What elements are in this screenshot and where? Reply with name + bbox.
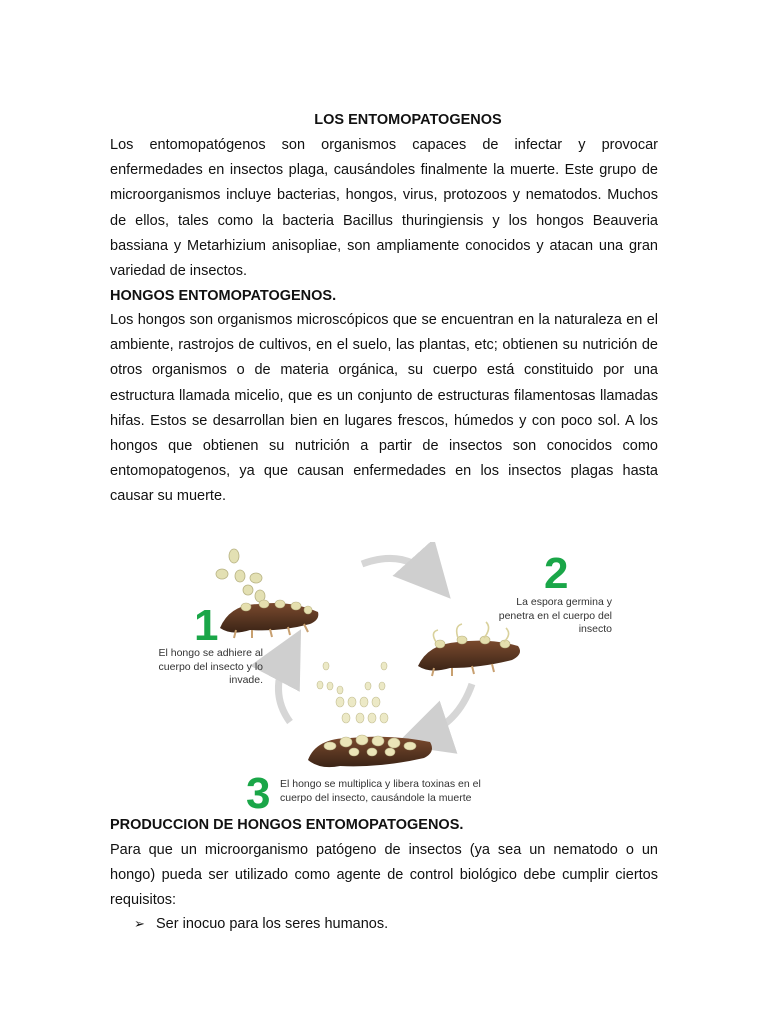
- infection-cycle-figure: [140, 542, 630, 818]
- caterpillar-step3: [308, 735, 432, 767]
- cycle-arrow-top: [362, 558, 432, 578]
- caterpillar-step1: [220, 600, 318, 638]
- cycle-arrow-left: [278, 654, 290, 722]
- step1-number: 1: [194, 601, 219, 650]
- step3-caption: El hongo se multiplica y libera toxinas en el cuerpo del insecto, causándole la muerte: [280, 778, 481, 804]
- intro-paragraph: Los entomopatógenos son organismos capaces de infectar y provocar enfermedades en insectos plaga, causándoles finalmente la muerte. Este grupo de microorganismos incluye bacterias, hongos, virus, protozoos y nematodos. Muchos de ellos, tales como la bacteria Bacillus thuringiensis y los hongos Beauveria bassiana y Metarhizium anisopliae, son ampliamente conocidos y atacan una gran variedad de insectos.: [110, 137, 658, 280]
- step3-number: 3: [246, 769, 271, 818]
- requirement-list-item: [134, 914, 388, 934]
- step1-caption: El hongo se adhiere al cuerpo del insecto y lo invade.: [158, 647, 263, 686]
- spores-step3: [317, 662, 388, 723]
- step2-number: 2: [544, 549, 569, 598]
- hongos-paragraph: Los hongos son organismos microscópicos que se encuentran en la naturaleza en el ambiente, rastrojos de cultivos, en el suelo, las plantas, etc; obtienen su nutrición de otros organismos o de materia orgánica, su cuerpo está constituido por una estructura llamada micelio, que es un conjunto de estructuras filamentosas llamadas hifas. Estos se desarrollan bien en lugares frescos, húmedos y con poco sol. A los hongos que obtienen su nutrición a partir de insectos son conocidos como entomopatogenos, ya que causan enfermedades en los insectos plagas hasta causar su muerte.: [110, 312, 658, 505]
- document-title: LOS ENTOMOPATOGENOS: [314, 112, 502, 128]
- cycle-arrow-right: [422, 684, 472, 736]
- produccion-paragraph: Para que un microorganismo patógeno de insectos (ya sea un nematodo o un hongo) pueda ser utilizado como agente de control biológico debe cumplir ciertos requisitos:: [110, 842, 658, 909]
- arrow-bullet-icon: ➢: [134, 916, 145, 931]
- section-heading-produccion: PRODUCCION DE HONGOS ENTOMOPATOGENOS.: [110, 817, 464, 833]
- step2-caption: La espora germina y penetra en el cuerpo del insecto: [498, 596, 612, 635]
- spores-step1: [216, 549, 265, 602]
- requirement-text: Ser inocuo para los seres humanos.: [156, 916, 389, 932]
- section-heading-hongos: HONGOS ENTOMOPATOGENOS.: [110, 288, 337, 304]
